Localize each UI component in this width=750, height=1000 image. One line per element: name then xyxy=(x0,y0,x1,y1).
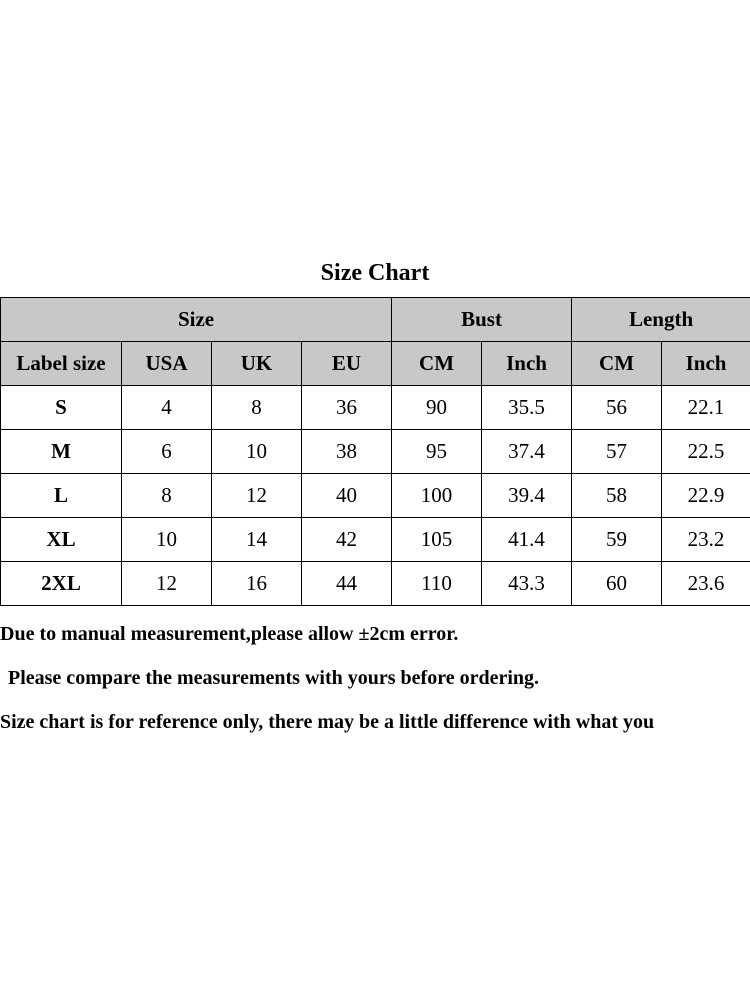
table-cell-length-cm: 58 xyxy=(572,474,662,518)
table-cell-label-size: 2XL xyxy=(1,562,122,606)
group-header-size: Size xyxy=(1,298,392,342)
table-cell-uk: 16 xyxy=(212,562,302,606)
note-compare-measurements: Please compare the measurements with yours before ordering. xyxy=(8,667,540,689)
table-cell-length-inch: 22.5 xyxy=(662,430,750,474)
column-header-bust-inch: Inch xyxy=(482,342,572,386)
table-cell-eu: 44 xyxy=(302,562,392,606)
group-header-bust: Bust xyxy=(392,298,572,342)
table-cell-length-cm: 59 xyxy=(572,518,662,562)
table-cell-bust-cm: 95 xyxy=(392,430,482,474)
table-cell-bust-inch: 35.5 xyxy=(482,386,572,430)
column-header-uk: UK xyxy=(212,342,302,386)
table-cell-usa: 10 xyxy=(122,518,212,562)
table-cell-usa: 12 xyxy=(122,562,212,606)
table-cell-eu: 36 xyxy=(302,386,392,430)
page-title: Size Chart xyxy=(320,260,430,286)
table-cell-bust-inch: 43.3 xyxy=(482,562,572,606)
table-cell-usa: 8 xyxy=(122,474,212,518)
table-cell-eu: 40 xyxy=(302,474,392,518)
column-header-length-cm: CM xyxy=(572,342,662,386)
table-cell-bust-cm: 110 xyxy=(392,562,482,606)
column-header-length-inch: Inch xyxy=(662,342,750,386)
table-cell-uk: 12 xyxy=(212,474,302,518)
table-row xyxy=(1,518,750,562)
table-row xyxy=(1,386,750,430)
table-cell-label-size: M xyxy=(1,430,122,474)
group-header-length: Length xyxy=(572,298,750,342)
table-row xyxy=(1,562,750,606)
table-row xyxy=(1,474,750,518)
table-cell-length-cm: 60 xyxy=(572,562,662,606)
column-header-row xyxy=(1,342,750,386)
table-cell-length-cm: 57 xyxy=(572,430,662,474)
table-cell-eu: 38 xyxy=(302,430,392,474)
note-reference-only: Size chart is for reference only, there may be a little difference with what you xyxy=(0,711,655,733)
table-row xyxy=(1,430,750,474)
table-cell-label-size: L xyxy=(1,474,122,518)
table-cell-label-size: XL xyxy=(1,518,122,562)
table-cell-bust-inch: 37.4 xyxy=(482,430,572,474)
table-cell-usa: 4 xyxy=(122,386,212,430)
column-header-label-size: Label size xyxy=(1,342,122,386)
table-cell-eu: 42 xyxy=(302,518,392,562)
table-cell-bust-cm: 105 xyxy=(392,518,482,562)
table-cell-uk: 10 xyxy=(212,430,302,474)
table-cell-length-cm: 56 xyxy=(572,386,662,430)
table-cell-bust-inch: 41.4 xyxy=(482,518,572,562)
table-cell-length-inch: 23.2 xyxy=(662,518,750,562)
table-cell-length-inch: 23.6 xyxy=(662,562,750,606)
table-cell-usa: 6 xyxy=(122,430,212,474)
table-cell-bust-cm: 100 xyxy=(392,474,482,518)
table-cell-bust-cm: 90 xyxy=(392,386,482,430)
table-cell-length-inch: 22.9 xyxy=(662,474,750,518)
column-header-usa: USA xyxy=(122,342,212,386)
group-header-row xyxy=(1,298,750,342)
column-header-bust-cm: CM xyxy=(392,342,482,386)
table-cell-length-inch: 22.1 xyxy=(662,386,750,430)
size-chart-table xyxy=(0,297,750,606)
note-measurement-error: Due to manual measurement,please allow ±2cm error. xyxy=(0,623,459,645)
table-cell-uk: 8 xyxy=(212,386,302,430)
table-cell-uk: 14 xyxy=(212,518,302,562)
table-cell-bust-inch: 39.4 xyxy=(482,474,572,518)
column-header-eu: EU xyxy=(302,342,392,386)
table-cell-label-size: S xyxy=(1,386,122,430)
notes-section xyxy=(0,620,750,752)
